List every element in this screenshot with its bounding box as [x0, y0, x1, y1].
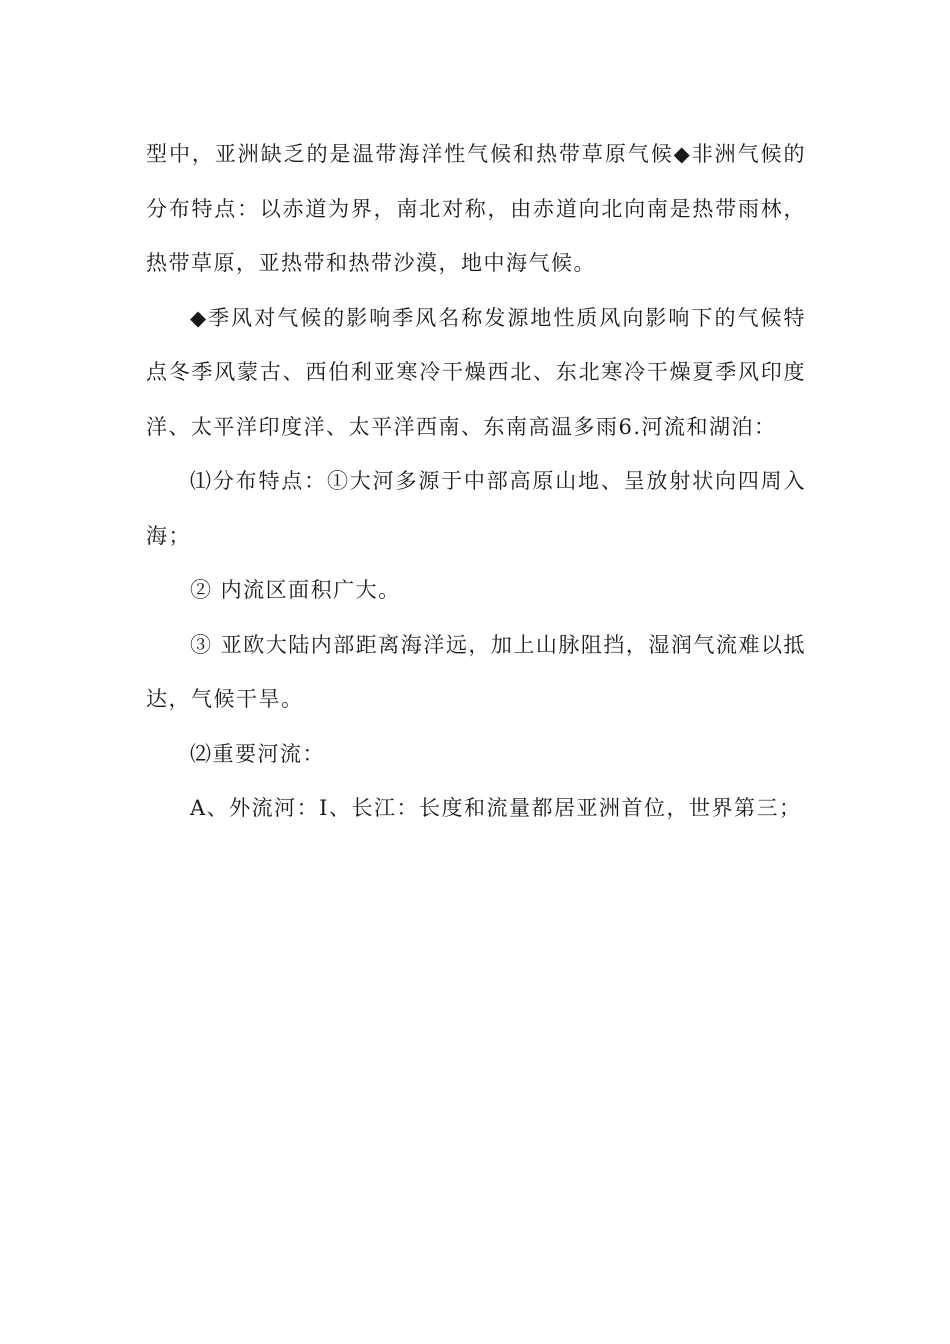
paragraph-monsoon: ◆季风对气候的影响季风名称发源地性质风向影响下的气候特点冬季风蒙古、西伯利亚寒冷干燥西北、东北寒冷干燥夏季风印度洋、太平洋印度洋、太平洋西南、东南高温多雨6.河流和湖泊：: [146, 305, 806, 439]
paragraph-rivers-heading: ⑵重要河流：: [190, 741, 325, 766]
paragraph-yangtze: A、外流河：Ⅰ、长江：长度和流量都居亚洲首位，世界第三；: [190, 796, 802, 820]
paragraph-inland-area: ② 内流区面积广大。: [190, 578, 401, 602]
paragraph-dry-climate: ③ 亚欧大陆内部距离海洋远，加上山脉阻挡，湿润气流难以抵达，气候干旱。: [146, 632, 806, 711]
paragraph-distribution: ⑴分布特点：①大河多源于中部高原山地、呈放射状向四周入海；: [146, 469, 806, 548]
document-body: [146, 127, 806, 836]
paragraph-climate-types: 型中，亚洲缺乏的是温带海洋性气候和热带草原气候◆非洲气候的分布特点：以赤道为界，南北对称，由赤道向北向南是热带雨林，热带草原，亚热带和热带沙漠，地中海气候。: [146, 142, 806, 275]
